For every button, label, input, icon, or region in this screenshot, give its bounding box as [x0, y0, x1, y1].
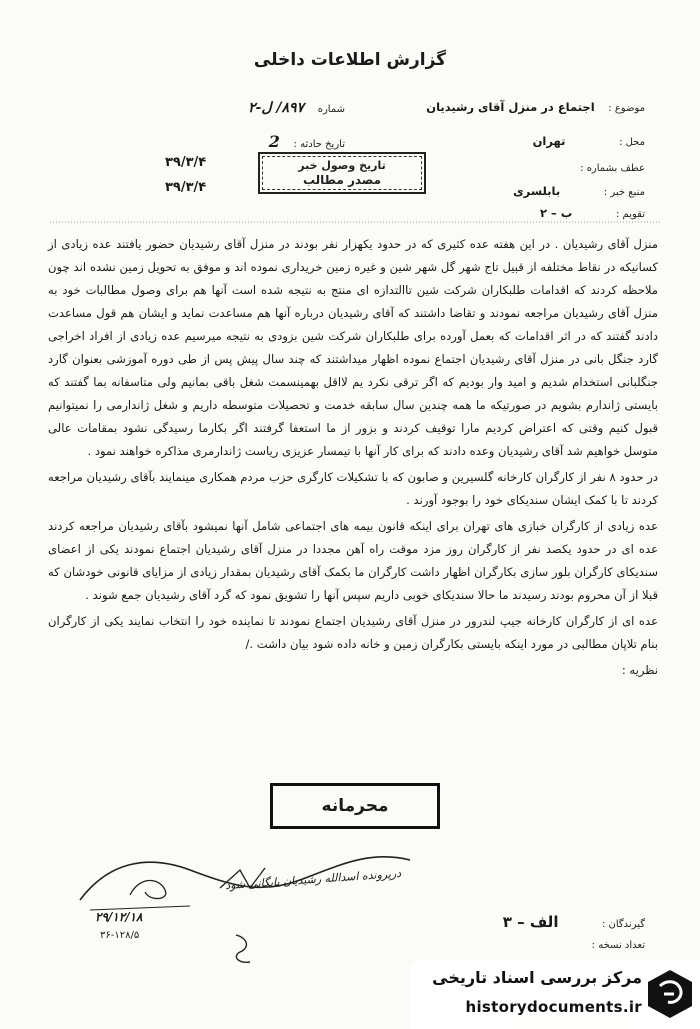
place-label: محل : [619, 137, 645, 148]
header-lines [0, 0, 700, 240]
recipients-row [503, 913, 645, 931]
subject-label: موضوع : [608, 103, 645, 114]
date-1: ۳۹/۳/۴ [165, 155, 207, 170]
copies-row [592, 938, 645, 951]
paragraph-4: عده ای از کارگران کارخانه جیپ لندرور در منزل آقای رشیدیان اجتماع نمودند تا نماینده خود را انتخاب نمایند یکی از کارگران بنام تلاپان مطالبی در مورد اینکه بایستی بکارگران زمین و خانه داده شود بیان داشت ./ [48, 614, 658, 651]
opinion-label: نظریه : [621, 663, 658, 677]
evaluation-value: ب – ۲ [539, 206, 573, 220]
archive-logo-icon [646, 968, 694, 1020]
place-value: تهران [532, 134, 566, 148]
file-code: ۳۶-۱۲۸/۵ [100, 930, 140, 941]
recipients-value: الف – ۳ [502, 913, 559, 931]
evaluation-label: تقویم : [616, 209, 645, 220]
document-title: گزارش اطلاعات داخلی [253, 50, 447, 70]
report-body [48, 233, 658, 682]
watermark-url: historydocuments.ir [465, 998, 642, 1016]
paragraph-1: منزل آقای رشیدیان . در این هفته عده کثیری که در حدود یکهزار نفر بودند در منزل آقای رشیدیان حضور یافتند عده زیادی از کسانیکه در نقاط مختلفه از قبیل تاج شهر گل شهر شین و غیره زمین خریداری نموده اند و موفق به تحویل زمین نشده اند چون ملاحظه کردند که اقدامات طلبکاران شرکت شین تاالتدازه ای منتج به نتیجه شده است آنها هم برای وصول مطالبات خود به منزل آقای رشیدیان مراجعه نمودند و تقاضا داشتند که آقای رشیدیان درباره آنها هم مساعدت نماید و ایشان هم قول مساعدت دادند گفتند که در اثر اقدامات که بعمل آورده برای طلبکاران شرکت شین بزودی به نتیجه میرسیم عده زیادی از افراد اخراجی گارد جنگل بانی در منزل آقای رشیدیان اجتماع نموده اظهار میداشتند که چند سال پیش پس از طی دوره آموزشی بعنوان گارد جنگلبانی استخدام شدیم و امید وار بودیم که اگر ترقی نکرد یم لااقل بهمینسمت شغل باقی بمانیم ولی متاسفانه بما گفتند که بایستی ژاندارم بشویم در صورتیکه ما همه چندین سال سابقه خدمت و تحصیلات متوسطه داریم و شغل ژاندارمی را نمیتوانیم قبول کنیم وقتی که اعتراض کردیم مارا توقیف کردند و بزور از ما استعفا گرفتند اگر بکارما رسیدگی نشود بمقامات عالی متوسل خواهیم شد آقای رشیدیان وعده دادند که برای کار آنها با تیمسار عزیزی ریاست ژاندارمری مذاکره خواهند نمود . [48, 237, 658, 458]
watermark-title: مرکز بررسی اسناد تاریخی [432, 968, 642, 987]
source-label: منبع خبر : [603, 187, 645, 198]
recipients-label: گیرندگان : [601, 919, 645, 930]
number-label: شماره [317, 104, 345, 115]
classification-stamp: محرمانه [270, 783, 440, 829]
handwritten-mark [228, 930, 258, 970]
copies-label: تعداد نسخه : [591, 940, 645, 951]
signature-date: ۲۹/۱۲/۱۸ [95, 910, 143, 924]
date-2: ۳۹/۳/۴ [165, 180, 207, 195]
watermark [410, 960, 700, 1029]
event-date-value: 2 [268, 132, 280, 151]
event-date-label: تاریخ حادثه : [293, 139, 345, 150]
number-value: ۸۹۷/ ل-۲ [247, 100, 305, 116]
paragraph-3: عده زیادی از کارگران خبازی های تهران برای اینکه قانون بیمه های اجتماعی شامل آنها نمیشود بآقای رشیدیان مراجعه کردند عده ای در حدود یکصد نفر از کارگران روز مزد موقت راه آهن مجددا در منزل آقای رشیدیان اجتماع نمودند یکی از اعضای سندیکای کارگران بلور سازی بکارگران اظهار داشت کارگران ما بکمک آقای رشیدیان بمقدار زیادی از مزایای قانونی خودشان که قبلا از آن محروم بودند رسیدند ما حالا سندیکای خوبی داریم سپس آنها را تشویق نمود که گرد آقای رشیدیان جمع شوند . [48, 519, 658, 602]
paragraph-2: در حدود ۸ نفر از کارگران کارخانه گلسیرین و صابون که با تشکیلات کارگری حزب مردم همکاری مینمایند بآقای رشیدیان مراجعه کردند تا با کمک ایشان سندیکای خود را بوجود آورند . [48, 470, 658, 507]
receipt-stamp-text: تاریخ وصول خبر [298, 159, 386, 172]
subject-value: اجتماع در منزل آقای رشیدیان [426, 100, 595, 114]
source-value: بابلسری [513, 184, 561, 198]
receipt-stamp-line2: مصدر مطالب [302, 173, 382, 187]
signature-note: درپرونده اسدالله رشیدیان بایگانی شود [224, 866, 402, 893]
attach-label: عطف بشماره : [580, 163, 645, 174]
